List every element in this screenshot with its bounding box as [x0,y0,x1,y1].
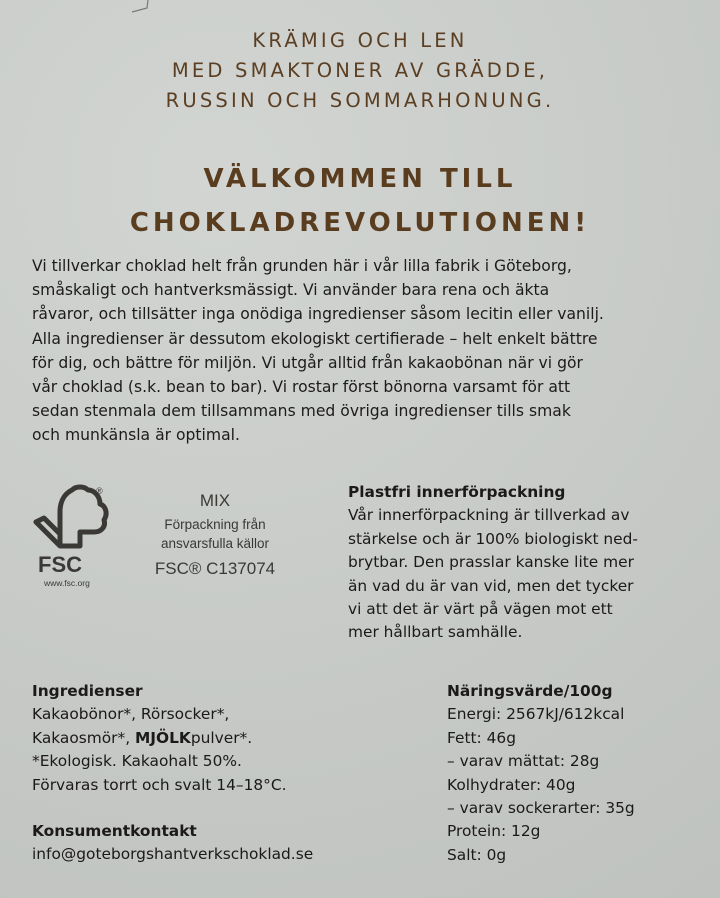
ingredients-line-2 [32,727,412,750]
plastic-free-section [348,481,698,645]
tagline [0,26,720,116]
tagline-line-3: RUSSIN OCH SOMMARHONUNG. [165,89,555,112]
corner-mark [128,0,152,14]
fsc-url: www.fsc.org [44,578,90,588]
fsc-tree-logo-icon [30,482,110,590]
ingredients-line-3: *Ekologisk. Kakaohalt 50%. [32,752,242,771]
plastic-free-line: stärkelse och är 100% biologiskt ned- [348,529,638,548]
nutrition-row: Energi: 2567kJ/612kcal [447,705,625,724]
intro-line: sedan stenmala dem tillsammans med övriga ingredienser tills smak [32,402,571,421]
plastic-free-line: än vad du är van vid, men det tycker [348,576,634,595]
nutrition-row: Fett: 46g [447,728,516,747]
intro-line: vår choklad (s.k. bean to bar). Vi rostar först bönorna varsamt för att [32,378,571,397]
nutrition-row: – varav mättat: 28g [447,752,600,771]
intro-line: Vi tillverkar choklad helt från grunden här i vår lilla fabrik i Göteborg, [32,257,572,275]
storage-instructions: Förvaras torrt och svalt 14–18°C. [32,775,287,794]
plastic-free-title: Plastfri innerförpackning [348,483,566,501]
ingredients-title: Ingredienser [32,682,143,700]
intro-line: för dig, och bättre för miljön. Vi utgår alltid från kakaobönan när vi gör [32,353,583,372]
fsc-mix-text-2: ansvarsfulla källor [160,536,270,551]
plastic-free-line: mer hållbart samhälle. [348,623,523,642]
welcome-heading [0,157,720,245]
fsc-mix-text-1: Förpackning från [164,517,266,532]
welcome-line-1: VÄLKOMMEN TILL [203,164,517,194]
nutrition-section [447,680,707,867]
consumer-contact-section [32,820,412,867]
nutrition-row: Protein: 12g [447,822,541,841]
fsc-mix-label [150,488,280,580]
nutrition-row: Salt: 0g [447,845,507,864]
ingredients-section [32,680,412,797]
fsc-registered-mark: ® [96,486,103,496]
intro-line: småskaligt och hantverksmässigt. Vi använder bara rena och äkta [32,281,550,300]
intro-line: råvaror, och tillsätter inga onödiga ingredienser såsom lecitin eller vanilj. [32,305,604,324]
intro-line: och munkänsla är optimal. [32,426,240,445]
ingredients-line-1: Kakaobönor*, Rörsocker*, [32,705,230,724]
fsc-mix-title: MIX [199,491,231,510]
consumer-contact-email[interactable]: info@goteborgshantverkschoklad.se [32,845,314,864]
fsc-license-code: FSC® C137074 [154,559,276,578]
tagline-line-1: KRÄMIG OCH LEN [252,29,468,52]
nutrition-title: Näringsvärde/100g [447,682,613,700]
nutrition-row: Kolhydrater: 40g [447,775,576,794]
welcome-line-2: CHOKLADREVOLUTIONEN! [129,208,591,238]
consumer-contact-title: Konsumentkontakt [32,822,197,840]
intro-line: Alla ingredienser är dessutom ekologiskt certifierade – helt enkelt bättre [32,329,598,348]
allergen-milk: MJÖLK [134,728,191,747]
plastic-free-line: Vår innerförpackning är tillverkad av [348,506,630,525]
fsc-logo-text: FSC [38,552,82,577]
intro-paragraph [32,254,692,448]
nutrition-row: – varav sockerarter: 35g [447,799,635,818]
plastic-free-line: vi att det är värt på vägen mot ett [348,600,613,619]
ingredient-text: pulver*. [190,728,253,747]
tagline-line-2: MED SMAKTONER AV GRÄDDE, [171,59,549,82]
plastic-free-line: brytbar. Den prasslar kanske lite mer [348,553,634,572]
ingredient-text: Kakaosmör*, [32,728,135,747]
